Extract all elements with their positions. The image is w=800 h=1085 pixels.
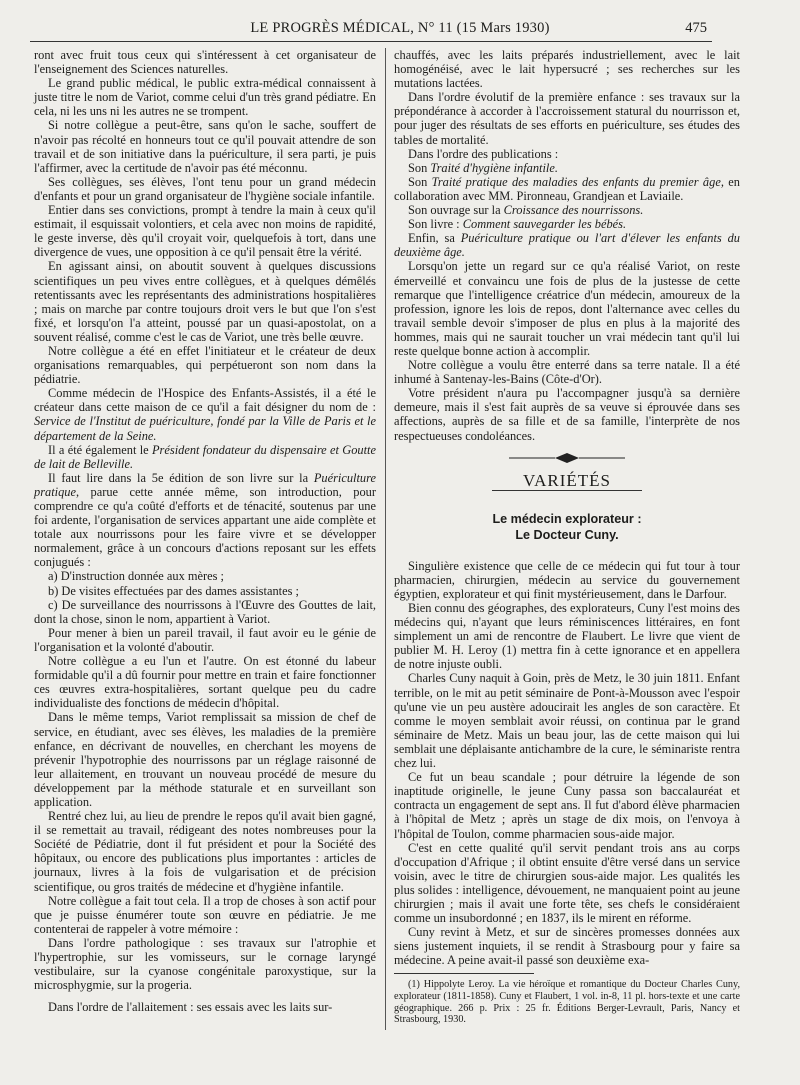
publication-title: Croissance des nourrissons. — [503, 203, 644, 218]
paragraph — [34, 471, 376, 570]
footnote: (1) Hippolyte Leroy. La vie héroïque et romantique du Docteur Charles Cuny, explorateur (1811-1858). Cuny et Flaubert, 1 vol. in-8, 11 pl. hors-texte et une carte géographique. 266 p. Prix : 25 fr. Éditions Berger-Levrault, Paris, Nancy et Strasbourg, 1930. — [394, 979, 740, 1026]
publication-title: Traité pratique des maladies des enfants du premier âge, — [431, 174, 724, 189]
paragraph: Dans l'ordre pathologique : ses travaux sur l'atrophie et l'hypertrophie, sur les vomisseurs, sur le cornage laryngé vestibulaire, sur la cyanose congénitale paroxystique, sur la microsphygmie, sur la progeria. — [34, 935, 376, 993]
service-name: Service de l'Institut de puériculture, fondé par la Ville de Paris et le département de la Seine. — [34, 414, 376, 443]
paragraph: Pour mener à bien un pareil travail, il faut avoir eu le génie de l'organisation et la volonté d'aboutir. — [34, 625, 376, 654]
left-column — [34, 48, 376, 1014]
text-run: Comme médecin de l'Hospice des Enfants-Assistés, il a été le créateur dans cette maison de ce qu'il a fait désigner du nom de : — [34, 386, 376, 415]
paragraph: Notre collègue a fait tout cela. Il a trop de choses à son actif pour que je puisse énumérer toute son œuvre en pédiatrie. Je me contenterai de rappeler à votre mémoire : — [34, 893, 376, 936]
paragraph: Dans le même temps, Variot remplissait sa mission de chef de service, en étudiant, avec ses élèves, les maladies de la première enfance, en décrivant de nouvelles, en cherchant les moyens de prévenir l'hypotrophie des nourrissons par un réglage raisonné de leur allaitement, en trouvant un nouveau procédé de mesure du développement par la méthode staturale et en surveillant son application. — [34, 710, 376, 809]
paragraph: Notre collègue a eu l'un et l'autre. On est étonné du labeur formidable qu'il a dû fournir pour mettre en train et faire fonctionner ces œuvres extra-hospitalières, sortant quelque peu du cadre individualiste des fonctions de médecin d'hôpital. — [34, 654, 376, 711]
journal-title: LE PROGRÈS MÉDICAL, N° 11 (15 Mars 1930) — [250, 20, 550, 36]
paragraph: Lorsqu'on jette un regard sur ce qu'a réalisé Variot, on reste émerveillé et convaincu une fois de plus de la justesse de cette remarque que l'intelligence créatrice d'un médecin, amoureux de la profession, ignore les lois de repos, dont l'alternance avec celles du travail semble devoir s'imposer de plus en plus à la majorité des hommes, mais qui ne saurait toucher un vrai médecin tant qu'il lui reste quelque bonne action à accomplir. — [394, 259, 740, 358]
paragraph — [34, 386, 376, 442]
publication-title: Puériculture pratique ou l'art d'élever les enfants du deuxième âge. — [394, 231, 740, 260]
paragraph: Si notre collègue a peut-être, sans qu'on le sache, souffert de n'avoir pas récolté en honneurs tout ce qu'il pouvait attendre de son travail et de son initiative dans la puériculture, il sera parti, je puis l'affirmer, avec la certitude de n'avoir pas été méconnu. — [34, 118, 376, 175]
paragraph: Charles Cuny naquit à Goin, près de Metz, le 30 juin 1811. Enfant terrible, on le mit au petit séminaire de Pont-à-Mousson avec l'espoir qu'une vie un peu austère adoucirait les angles de son caractère. Et comme le moyen semblait avoir réussi, on continua par le grand séminaire de Metz. Mais un beau jour, las de cette maison qui lui semblait une déplaisante antichambre de la cure, le séminariste rentra chez lui. — [394, 671, 740, 771]
book-title: Puériculture pratique — [34, 470, 376, 499]
section-heading: VARIÉTÉS — [523, 470, 611, 490]
publication-item — [394, 161, 740, 175]
list-item: a) D'instruction donnée aux mères ; — [48, 569, 224, 584]
dispensary-title: Président fondateur du dispensaire et Goutte de lait de Belleville. — [34, 442, 376, 471]
paragraph: Dans l'ordre des publications : — [408, 146, 559, 161]
list-item: c) De surveillance des nourrissons à l'Œuvre des Gouttes de lait, dont la chose, sinon le nom, appartient à Variot. — [34, 597, 376, 626]
paragraph: En agissant ainsi, on aboutit souvent à quelques discussions scientifiques un peu vives entre collègues, et à quelques démêlés retentissants avec les représentants des administrations hospitalières ; mais on marche par contre toujours droit vers le but que l'on s'est fixé, et lorsqu'on l'a atteint, poussé par un quasi-apostolat, on a souvent réalisé, comme c'est le cas de Variot, une très belle œuvre. — [34, 259, 376, 344]
paragraph: Ce fut un beau scandale ; pour détruire la légende de son inaptitude originelle, le jeune Cuny passa son baccalauréat et contracta un engagement de sept ans. Il fut d'abord élève pharmacien à l'hôpital de Metz ; après un stage de dix mois, on l'envoya à l'hôpital de Toulon, comme pharmacien sous-aide major. — [394, 770, 740, 841]
paragraph: Cuny revint à Metz, et sur de sincères promesses données aux siens justement inquiets, il se rendit à Strasbourg pour y faire sa médecine. A peine avait-il passé son deuxième exa- — [394, 925, 740, 968]
paragraph: Dans l'ordre évolutif de la première enfance : ses travaux sur la prépondérance à accorder à l'accroissement statural du nourrisson et, pour juger des résultats de ses efforts en puériculture, ses études des tables de mortalité. — [394, 90, 740, 147]
article-title-line: Le médecin explorateur : — [492, 511, 642, 526]
paragraph: Singulière existence que celle de ce médecin qui fut tour à tour pharmacien, chirurgien, médecin au service du gouvernement égyptien, explorateur et qui finit mystérieusement, dans le Darfour. — [394, 558, 740, 601]
publication-item — [394, 175, 740, 203]
header-rule — [30, 41, 712, 42]
paragraph: Rentré chez lui, au lieu de prendre le repos qu'il avait bien gagné, il se remettait au travail, rédigeant des notes nombreuses pour la Société de Pédiatrie, dont il fut président et pour la Société des hôpitaux, ou encore des publications plus importantes : articles de journaux, livres à la fois de vulgarisation et de précision scientifique, ou gros traités de médecine et d'hygiène infantile. — [34, 809, 376, 894]
paragraph: Le grand public médical, le public extra-médical connaissent à juste titre le nom de Variot, comme celui d'un très grand pédiatre. En cela, ni les uns ni les autres ne se trompent. — [34, 76, 376, 119]
paragraph: Notre collègue a voulu être enterré dans sa terre natale. Il a été inhumé à Santenay-les-Bains (Côte-d'Or). — [394, 358, 740, 387]
paragraph: Entier dans ses convictions, prompt à tendre la main à ceux qu'il estimait, il esquissait volontiers, et cela avec non moins de rapidité, le geste inverse, dès qu'il croyait voir, quelquefois à tort, dans une divergence de vues, une opposition à ce qu'il pensait être la vérité. — [34, 203, 376, 260]
article-title-line: Le Docteur Cuny. — [515, 527, 619, 542]
paragraph: Notre collègue a été en effet l'initiateur et le créateur de deux organisations remarquables, qui perpétueront son nom dans la pédiatrie. — [34, 343, 376, 387]
list-item: b) De visites effectuées par des dames assistantes ; — [48, 583, 299, 598]
text-run: Son livre : — [408, 217, 463, 232]
publication-title: Traité d'hygiène infantile. — [430, 160, 558, 175]
paragraph: Bien connu des géographes, des explorateurs, Cuny l'est moins des médecins qui, n'ayant que leurs réminiscences littéraires, en font simplement un ami de rencontre de Flaubert. Le livre que vient de publier M. H. Leroy (1) mettra fin à cette ignorance et en appellera de notre injuste oubli. — [394, 601, 740, 672]
text-run: Son — [408, 174, 432, 189]
paragraph: ront avec fruit tous ceux qui s'intéressent à cet organisateur de l'enseignement des Sciences naturelles. — [34, 48, 376, 77]
ornament-divider — [507, 452, 627, 464]
column-divider — [385, 48, 386, 1030]
heading-rule — [492, 490, 642, 491]
paragraph — [34, 443, 376, 471]
effects-list — [34, 569, 376, 625]
page-number: 475 — [685, 20, 707, 36]
paragraph: Ses collègues, ses élèves, l'ont tenu pour un grand médecin d'enfants et pour un grand organisateur de l'hygiène sociale infantile. — [34, 174, 376, 203]
publication-title: Comment sauvegarder les bébés. — [462, 217, 627, 232]
paragraph: C'est en cette qualité qu'il servit pendant trois ans au corps d'occupation d'Afrique ; il obtint ensuite d'être versé dans un service voisin, avec le titre de chirurgien sous-aide major. Les qualités les plus solides : intelligence, dévouement, ne manquaient point au jeune chirurgien ; mais il avait une forte tête, ses chefs le considéraient comme un insubordonné ; en 1837, ils le mirent en réforme. — [394, 840, 740, 926]
publication-item — [394, 217, 740, 231]
text-run: Son — [408, 160, 431, 175]
footnote-rule — [394, 973, 534, 974]
running-header — [0, 20, 800, 40]
paragraph: chauffés, avec les laits préparés industriellement, avec le lait homogénéisé, avec le lait hypersucré ; ses recherches sur les mutations lactées. — [394, 48, 740, 91]
text-run: , parue cette année même, son introduction, pour comprendre ce qu'a coûté d'efforts et de ténacité, soutenus par une foi ardente, l'organisation de services appartant une aide complète et totale aux nourrissons pour les faire vivre et se développer normalement, grâce à un concours d'actions reposant sur les effets conjugués : — [34, 484, 376, 570]
publication-item — [394, 203, 740, 217]
text-run: Enfin, sa — [408, 231, 461, 246]
publication-item — [394, 231, 740, 259]
text-run: Il faut lire dans la 5e édition de son livre sur la — [48, 470, 314, 485]
text-run: en collaboration avec MM. Pironneau, Grandjean et Laviaile. — [394, 174, 741, 203]
paragraph: Votre président n'aura pu l'accompagner jusqu'à sa dernière demeure, mais il s'est fait auprès de sa veuve si éprouvée dans ses affections, auprès de sa fille et de sa famille, l'interprète de nos respectueuses condoléances. — [394, 386, 740, 443]
text-run: Il a été également le — [48, 442, 152, 457]
text-run: Son ouvrage sur la — [408, 203, 504, 218]
right-column — [394, 48, 740, 1026]
article-title — [394, 511, 740, 543]
paragraph: Dans l'ordre de l'allaitement : ses essais avec les laits sur- — [48, 1000, 333, 1015]
